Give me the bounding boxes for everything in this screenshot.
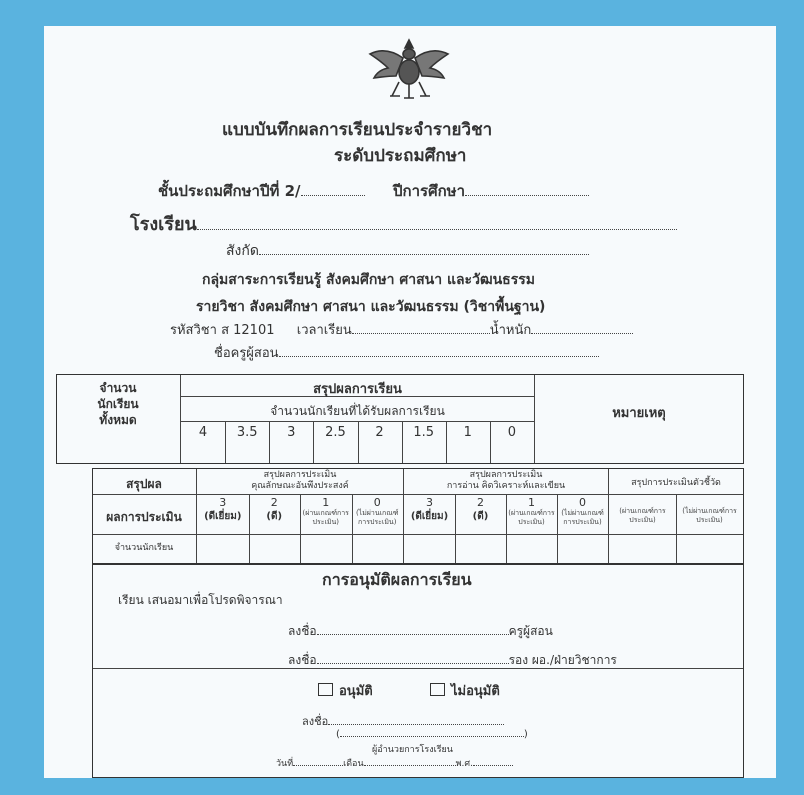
director-name-row: ( ) bbox=[336, 729, 528, 740]
remark-label: หมายเหตุ bbox=[612, 406, 666, 421]
subject-name: รายวิชา สังคมศึกษา ศาสนา และวัฒนธรรม (วิชาพื้นฐาน) bbox=[196, 299, 546, 315]
evaluation-label: ผลการประเมิน bbox=[106, 510, 182, 524]
evaluation-col-6: 1 (ผ่านเกณฑ์การประเมิน) bbox=[508, 496, 555, 526]
evaluation-col-7: 0 (ไม่ผ่านเกณฑ์การประเมิน) bbox=[561, 496, 604, 526]
not-approve-option[interactable]: ไม่อนุมัติ bbox=[430, 680, 500, 701]
form-title: แบบบันทึกผลการเรียนประจำรายวิชา bbox=[222, 120, 493, 140]
grade-col-6: 1 bbox=[463, 425, 472, 440]
teacher-sign-row: ลงชื่อ ครูผู้สอน bbox=[288, 624, 553, 638]
grade-col-2: 3 bbox=[287, 425, 296, 440]
reading-writing-group: สรุปผลการประเมิน การอ่าน คิดวิเคราะห์และเขียน bbox=[446, 470, 566, 491]
date-day-field[interactable] bbox=[293, 765, 343, 766]
weight-label: น้ำหนัก bbox=[489, 323, 532, 338]
indicator-col-0: (ผ่านเกณฑ์การประเมิน) bbox=[619, 507, 666, 524]
affiliation-field[interactable] bbox=[259, 254, 589, 255]
form-paper bbox=[44, 26, 776, 778]
grade-col-7: 0 bbox=[507, 425, 517, 440]
teacher-sign-field[interactable] bbox=[317, 634, 509, 635]
summary-title: สรุปผลการเรียน bbox=[313, 382, 402, 397]
director-sign-row: ลงชื่อ bbox=[302, 712, 504, 730]
teacher-field[interactable] bbox=[279, 356, 599, 357]
affiliation-row bbox=[226, 240, 589, 262]
weight-field[interactable] bbox=[531, 333, 633, 334]
students-total-label: จำนวน นักเรียน ทั้งหมด bbox=[97, 381, 139, 427]
school-label: โรงเรียน bbox=[130, 214, 197, 235]
learning-area: กลุ่มสาระการเรียนรู้ สังคมศึกษา ศาสนา และวัฒนธรรม bbox=[202, 272, 535, 288]
summary-label: สรุปผล bbox=[126, 477, 162, 491]
indicator-group: สรุปการประเมินตัวชี้วัด bbox=[631, 478, 721, 488]
grade-col-5: 1.5 bbox=[413, 425, 435, 440]
affiliation-label: สังกัด bbox=[226, 243, 259, 259]
grade-col-3: 2.5 bbox=[325, 425, 346, 440]
evaluation-col-3: 0 (ไม่ผ่านเกณฑ์การประเมิน) bbox=[355, 496, 399, 526]
director-sign-field[interactable] bbox=[328, 724, 504, 725]
director-name-field[interactable] bbox=[340, 736, 524, 737]
school-field[interactable] bbox=[197, 229, 677, 230]
desirable-traits-group: สรุปผลการประเมิน คุณลักษณะอันพึงประสงค์ bbox=[251, 470, 349, 491]
garuda-emblem-icon bbox=[364, 36, 454, 102]
date-row: วันที่ เดือน พ.ศ. bbox=[276, 756, 513, 770]
year-label: ปีการศึกษา bbox=[393, 182, 465, 200]
grade-label: ชั้นประถมศึกษาปีที่ bbox=[158, 182, 280, 200]
deputy-sign-row: ลงชื่อ รอง ผอ./ฝ่ายวิชาการ bbox=[288, 653, 617, 667]
approve-option[interactable]: อนุมัติ bbox=[318, 680, 373, 701]
code-label: รหัสวิชา bbox=[170, 323, 217, 338]
grade-row bbox=[158, 179, 589, 203]
date-year-field[interactable] bbox=[473, 765, 513, 766]
grade-col-1: 3.5 bbox=[236, 425, 258, 440]
evaluation-col-1: 2 (ดี) bbox=[266, 496, 283, 522]
indicator-col-1: (ไม่ผ่านเกณฑ์การประเมิน) bbox=[682, 507, 737, 524]
teacher-role: ครูผู้สอน bbox=[508, 624, 553, 638]
evaluation-col-5: 2 (ดี) bbox=[472, 496, 489, 522]
director-role: ผู้อำนวยการโรงเรียน bbox=[372, 745, 453, 755]
hours-label: เวลาเรียน bbox=[296, 323, 352, 338]
year-field[interactable] bbox=[465, 195, 589, 196]
evaluation-col-0: 3 (ดีเยี่ยม) bbox=[204, 496, 242, 522]
approve-checkbox[interactable] bbox=[318, 683, 333, 696]
teacher-row bbox=[214, 342, 599, 363]
count-label: จำนวนนักเรียน bbox=[114, 543, 174, 553]
deputy-role: รอง ผอ./ฝ่ายวิชาการ bbox=[508, 653, 617, 667]
summary-subtitle: จำนวนนักเรียนที่ได้รับผลการเรียน bbox=[270, 404, 445, 418]
code-value: ส 12101 bbox=[221, 323, 275, 338]
teacher-label: ชื่อครูผู้สอน bbox=[214, 346, 279, 361]
grade-field[interactable] bbox=[301, 195, 365, 196]
grade-col-4: 2 bbox=[375, 425, 384, 440]
form-subtitle: ระดับประถมศึกษา bbox=[334, 146, 467, 166]
evaluation-col-4: 3 (ดีเยี่ยม) bbox=[410, 496, 449, 522]
school-row bbox=[130, 209, 677, 238]
hours-field[interactable] bbox=[352, 333, 490, 334]
approval-intro: เรียน เสนอมาเพื่อโปรดพิจารณา bbox=[118, 593, 283, 607]
code-row bbox=[170, 319, 633, 340]
deputy-sign-field[interactable] bbox=[317, 663, 509, 664]
grade-value: 2/ bbox=[284, 182, 301, 200]
not-approve-checkbox[interactable] bbox=[430, 683, 445, 696]
approval-title: การอนุมัติผลการเรียน bbox=[322, 570, 472, 589]
date-month-field[interactable] bbox=[364, 765, 456, 766]
evaluation-col-2: 1 (ผ่านเกณฑ์การประเมิน) bbox=[302, 496, 349, 526]
grade-col-0: 4 bbox=[198, 425, 208, 440]
